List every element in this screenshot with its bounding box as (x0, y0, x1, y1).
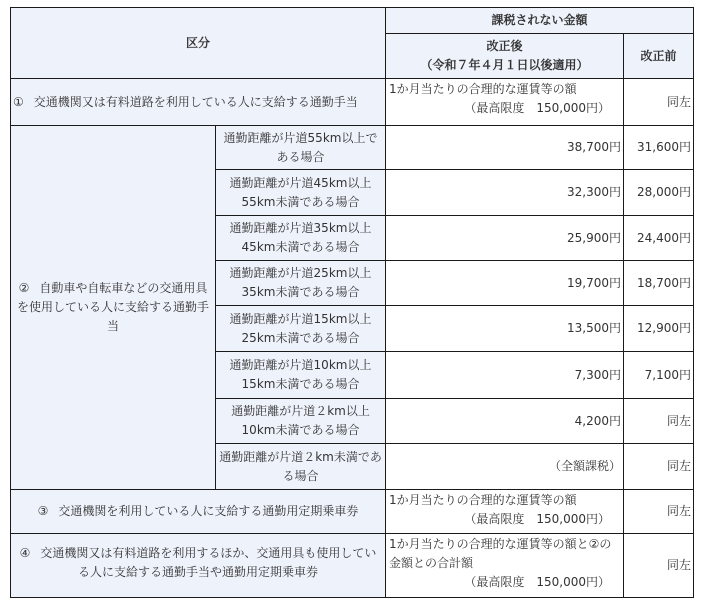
row2-number: ② (18, 281, 30, 295)
header-before-revision: 改正前 (624, 34, 694, 79)
row4-number: ④ (19, 546, 31, 560)
header-after-revision (386, 34, 624, 79)
row4-after (386, 534, 624, 598)
distance-label: 通勤距離が片道15km以上25km未満である場合 (216, 306, 386, 352)
row2-label (11, 126, 216, 490)
row3-number: ③ (37, 504, 49, 518)
amount-after: 13,500円 (386, 306, 624, 352)
amount-before: 12,900円 (624, 306, 694, 352)
row3-after-line2: （最高限度 150,000円） (464, 512, 611, 526)
amount-before: 同左 (624, 399, 694, 444)
row1-after (386, 79, 624, 126)
row1-after-line2: （最高限度 150,000円） (464, 101, 611, 115)
distance-label: 通勤距離が片道55km以上である場合 (216, 126, 386, 170)
amount-before: 18,700円 (624, 261, 694, 306)
table-row (11, 490, 694, 534)
row3-after (386, 490, 624, 534)
header-nontaxable-amount: 課税されない金額 (386, 8, 694, 34)
amount-after: 38,700円 (386, 126, 624, 170)
distance-label: 通勤距離が片道45km以上55km未満である場合 (216, 170, 386, 216)
distance-label: 通勤距離が片道２km以上10km未満である場合 (216, 399, 386, 444)
header-category: 区分 (11, 8, 386, 79)
amount-after: 32,300円 (386, 170, 624, 216)
amount-after: 19,700円 (386, 261, 624, 306)
table-row (11, 534, 694, 598)
row1-number: ① (13, 94, 24, 109)
distance-label: 通勤距離が片道25km以上35km未満である場合 (216, 261, 386, 306)
row2-text: 自動車や自転車などの交通用具を使用している人に支給する通勤手当 (17, 281, 210, 333)
amount-after: （全額課税） (386, 444, 624, 490)
row4-label (11, 534, 386, 598)
commuting-allowance-table (10, 7, 694, 598)
after-revision-title: 改正後 (486, 39, 523, 53)
distance-label: 通勤距離が片道10km以上15km未満である場合 (216, 352, 386, 399)
row4-after-line2: （最高限度 150,000円） (464, 575, 611, 589)
amount-before: 24,400円 (624, 216, 694, 261)
amount-after: 25,900円 (386, 216, 624, 261)
row3-text: 交通機関を利用している人に支給する通勤用定期乗車券 (58, 504, 359, 518)
row1-after-line1: 1か月当たりの合理的な運賃等の額 (389, 82, 577, 96)
amount-after: 7,300円 (386, 352, 624, 399)
distance-label: 通勤距離が片道35km以上45km未満である場合 (216, 216, 386, 261)
amount-before: 7,100円 (624, 352, 694, 399)
after-revision-note: （令和７年４月１日以後適用） (420, 58, 589, 72)
table-row (11, 79, 694, 126)
amount-after: 4,200円 (386, 399, 624, 444)
distance-label: 通勤距離が片道２km未満である場合 (216, 444, 386, 490)
row1-text: 交通機関又は有料道路を利用している人に支給する通勤手当 (33, 94, 358, 109)
amount-before: 28,000円 (624, 170, 694, 216)
row3-before: 同左 (624, 490, 694, 534)
row4-text: 交通機関又は有料道路を利用するほか、交通用具も使用している人に支給する通勤手当や通勤用定期乗車券 (40, 546, 377, 579)
amount-before: 同左 (624, 444, 694, 490)
row1-label (11, 79, 386, 126)
row4-before: 同左 (624, 534, 694, 598)
row3-label (11, 490, 386, 534)
row4-after-line1: 1か月当たりの合理的な運賃等の額と②の金額との合計額 (389, 537, 612, 570)
table-row (11, 126, 694, 170)
row3-after-line1: 1か月当たりの合理的な運賃等の額 (389, 493, 577, 507)
amount-before: 31,600円 (624, 126, 694, 170)
row1-before: 同左 (624, 79, 694, 126)
